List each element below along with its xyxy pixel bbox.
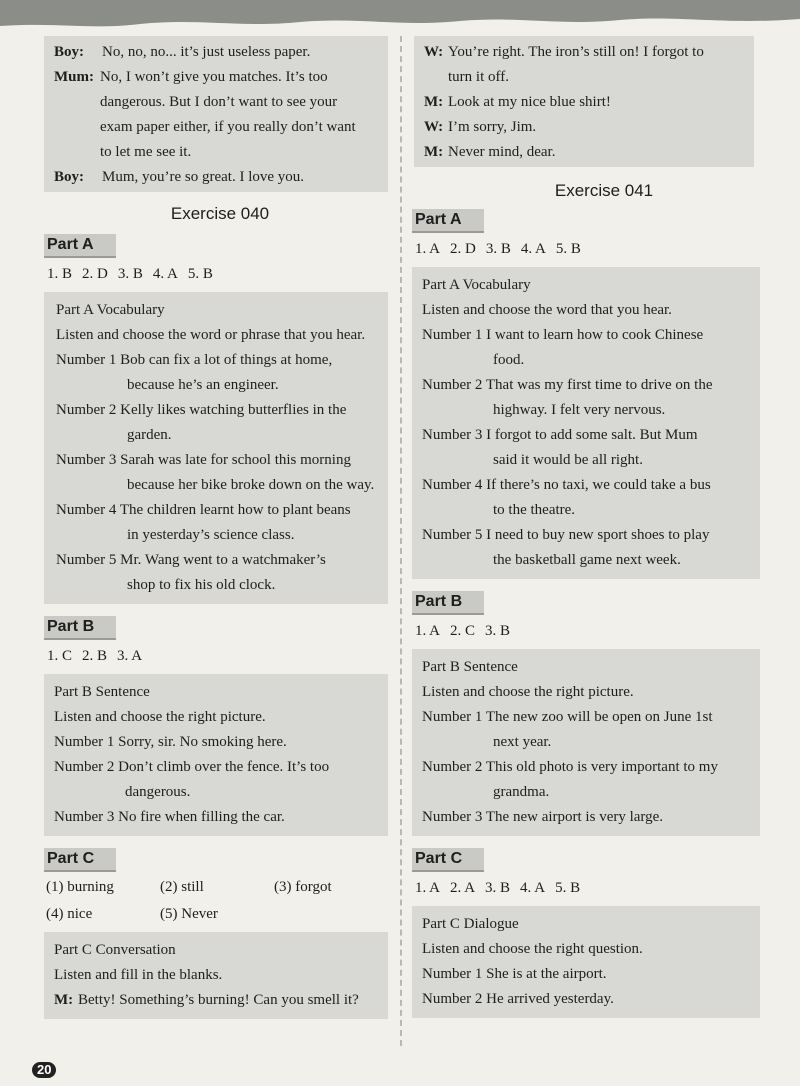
item-text: Sorry, sir. No smoking here.	[118, 734, 287, 750]
item-number: Number 1	[56, 352, 117, 368]
speaker-label: Boy:	[54, 169, 84, 185]
dialogue-text: You’re right. The iron’s still on! I forgot to	[448, 44, 704, 60]
answer: 4. A	[520, 241, 546, 257]
part-b-script	[44, 674, 388, 836]
item-line	[422, 987, 750, 1012]
item-text: I want to learn how to cook Chinese	[486, 327, 704, 343]
item-text: I need to buy new sport shoes to play	[486, 527, 710, 543]
item-text: next year.	[493, 734, 552, 750]
answer: 5. B	[555, 880, 581, 896]
answer: (2) still	[160, 879, 204, 895]
item-line	[56, 348, 378, 373]
part-b-section	[412, 591, 800, 836]
dialogue-text: No, I won’t give you matches. It’s too	[100, 69, 328, 85]
script-instruction: Listen and choose the right picture.	[54, 709, 266, 725]
left-column	[0, 36, 400, 1019]
answer: 2. C	[450, 623, 476, 639]
item-line	[422, 805, 750, 830]
dialogue-text: Never mind, dear.	[448, 144, 556, 160]
item-text: to the theatre.	[493, 502, 576, 518]
answer: 5. B	[555, 241, 581, 257]
item-number: Number 1	[422, 966, 483, 982]
item-number: Number 4	[56, 502, 117, 518]
part-a-label: Part A	[44, 234, 116, 258]
item-text: because he’s an engineer.	[127, 377, 279, 393]
item-text: in yesterday’s science class.	[127, 527, 295, 543]
answer: 1. A	[415, 623, 441, 639]
page-number: 20	[32, 1062, 56, 1078]
item-line	[56, 398, 378, 423]
item-number: Number 1	[422, 327, 483, 343]
part-b-answers	[412, 619, 800, 643]
exercise-title: Exercise 041	[554, 181, 654, 200]
script-heading: Part C Conversation	[54, 942, 176, 958]
item-line	[54, 755, 378, 780]
item-text: because her bike broke down on the way.	[127, 477, 375, 493]
dialogue-line	[424, 90, 744, 115]
item-text: Mr. Wang went to a watchmaker’s	[120, 552, 326, 568]
item-number: Number 3	[54, 809, 115, 825]
item-line	[56, 498, 378, 523]
answer: 1. C	[47, 648, 73, 664]
item-text: That was my first time to drive on the	[485, 377, 713, 393]
item-number: Number 1	[422, 709, 483, 725]
part-a-script	[412, 267, 760, 579]
script-instruction: Listen and choose the word or phrase that you hear.	[56, 327, 366, 343]
item-text: If there’s no taxi, we could take a bus	[486, 477, 711, 493]
item-number: Number 3	[422, 809, 483, 825]
item-line	[422, 323, 750, 348]
item-text: Bob can fix a lot of things at home,	[120, 352, 333, 368]
answer: 3. B	[485, 241, 511, 257]
dialogue-line	[424, 40, 744, 65]
part-a-section	[412, 209, 800, 579]
answer: 1. A	[415, 241, 441, 257]
answer: 1. B	[47, 266, 73, 282]
column-divider	[400, 36, 402, 1046]
script-instruction: Listen and fill in the blanks.	[54, 967, 223, 983]
dialogue-text: dangerous. But I don’t want to see your	[100, 94, 338, 110]
page-top-edge	[0, 0, 800, 36]
dialogue-box-right	[414, 36, 754, 167]
item-text: She is at the airport.	[486, 966, 607, 982]
answer: 5. B	[187, 266, 213, 282]
dialogue-text: No, no, no... it’s just useless paper.	[102, 44, 311, 60]
item-text: food.	[493, 352, 525, 368]
item-line	[422, 523, 750, 548]
item-text: dangerous.	[125, 784, 191, 800]
item-line	[422, 705, 750, 730]
speaker-label: M:	[54, 992, 74, 1008]
dialogue-line	[54, 40, 378, 65]
dialogue-text: to let me see it.	[100, 144, 192, 160]
answer: 2. A	[450, 880, 476, 896]
answer: 2. D	[82, 266, 108, 282]
speaker-label: Boy:	[54, 44, 84, 60]
dialogue-text: exam paper either, if you really don’t want	[100, 119, 356, 135]
item-number: Number 3	[422, 427, 483, 443]
item-number: Number 5	[422, 527, 483, 543]
part-c-answers	[412, 876, 800, 900]
answer: (3) forgot	[274, 879, 332, 895]
script-instruction: Listen and choose the word that you hear.	[422, 302, 672, 318]
item-line	[56, 448, 378, 473]
item-line	[422, 755, 750, 780]
item-line	[422, 962, 750, 987]
item-line	[54, 730, 378, 755]
item-number: Number 2	[422, 991, 483, 1007]
exercise-title: Exercise 040	[170, 204, 270, 223]
dialogue-text: Betty! Something’s burning! Can you smell it?	[78, 992, 359, 1008]
script-heading: Part A Vocabulary	[422, 277, 531, 293]
script-instruction: Listen and choose the right question.	[422, 941, 643, 957]
part-c-answers	[44, 874, 400, 928]
answer: (4) nice	[46, 906, 93, 922]
dialogue-line	[54, 65, 378, 90]
item-text: shop to fix his old clock.	[127, 577, 276, 593]
part-c-section	[412, 848, 800, 1018]
part-c-script	[412, 906, 760, 1018]
item-line	[56, 548, 378, 573]
part-a-section	[44, 234, 400, 604]
script-heading: Part A Vocabulary	[56, 302, 165, 318]
item-text: The new airport is very large.	[485, 809, 664, 825]
part-b-label: Part B	[44, 616, 116, 640]
part-b-section	[44, 616, 400, 836]
answer: 3. A	[117, 648, 143, 664]
item-number: Number 2	[54, 759, 115, 775]
speaker-label: W:	[424, 119, 444, 135]
answer: 4. A	[152, 266, 178, 282]
item-text: garden.	[127, 427, 172, 443]
answer: 4. A	[520, 880, 546, 896]
part-a-label: Part A	[412, 209, 484, 233]
part-c-label: Part C	[412, 848, 484, 872]
item-text: the basketball game next week.	[493, 552, 681, 568]
answer: 3. B	[117, 266, 143, 282]
item-text: grandma.	[493, 784, 550, 800]
item-number: Number 4	[422, 477, 483, 493]
part-c-label: Part C	[44, 848, 116, 872]
item-text: The children learnt how to plant beans	[119, 502, 351, 518]
item-number: Number 2	[422, 377, 483, 393]
item-number: Number 1	[54, 734, 115, 750]
item-text: Don’t climb over the fence. It’s too	[118, 759, 330, 775]
item-text: The new zoo will be open on June 1st	[485, 709, 713, 725]
item-line	[422, 473, 750, 498]
part-c-section	[44, 848, 400, 1019]
item-number: Number 3	[56, 452, 117, 468]
dialogue-text: I’m sorry, Jim.	[448, 119, 537, 135]
script-heading: Part C Dialogue	[422, 916, 519, 932]
speaker-label: M:	[424, 94, 444, 110]
dialogue-line	[54, 988, 378, 1013]
answer: 3. B	[485, 880, 511, 896]
speaker-label: Mum:	[54, 69, 94, 85]
dialogue-text: turn it off.	[448, 69, 509, 85]
item-number: Number 2	[422, 759, 483, 775]
answer: 1. A	[415, 880, 441, 896]
item-text: I forgot to add some salt. But Mum	[486, 427, 698, 443]
script-heading: Part B Sentence	[422, 659, 518, 675]
script-heading: Part B Sentence	[54, 684, 150, 700]
dialogue-text: Look at my nice blue shirt!	[448, 94, 611, 110]
answer: 3. B	[485, 623, 511, 639]
item-text: Sarah was late for school this morning	[120, 452, 351, 468]
dialogue-line	[54, 165, 378, 190]
part-a-script	[44, 292, 388, 604]
answer: (5) Never	[160, 906, 218, 922]
dialogue-box-left	[44, 36, 388, 192]
speaker-label: W:	[424, 44, 444, 60]
answer: 2. D	[450, 241, 476, 257]
item-text: No fire when filling the car.	[118, 809, 285, 825]
item-line	[54, 805, 378, 830]
dialogue-line	[424, 140, 744, 165]
item-text: Kelly likes watching butterflies in the	[120, 402, 347, 418]
script-instruction: Listen and choose the right picture.	[422, 684, 634, 700]
part-c-script	[44, 932, 388, 1019]
part-b-answers	[44, 644, 400, 668]
part-a-answers	[412, 237, 800, 261]
item-number: Number 2	[56, 402, 117, 418]
item-line	[422, 373, 750, 398]
dialogue-text: Mum, you’re so great. I love you.	[102, 169, 305, 185]
answer: 2. B	[82, 648, 108, 664]
part-b-script	[412, 649, 760, 836]
item-text: This old photo is very important to my	[485, 759, 718, 775]
item-text: He arrived yesterday.	[486, 991, 614, 1007]
speaker-label: M:	[424, 144, 444, 160]
item-text: said it would be all right.	[493, 452, 643, 468]
item-number: Number 5	[56, 552, 117, 568]
item-text: highway. I felt very nervous.	[493, 402, 666, 418]
dialogue-line	[424, 115, 744, 140]
part-b-label: Part B	[412, 591, 484, 615]
item-line	[422, 423, 750, 448]
answer: (1) burning	[46, 879, 114, 895]
part-a-answers	[44, 262, 400, 286]
right-column	[404, 36, 800, 1018]
